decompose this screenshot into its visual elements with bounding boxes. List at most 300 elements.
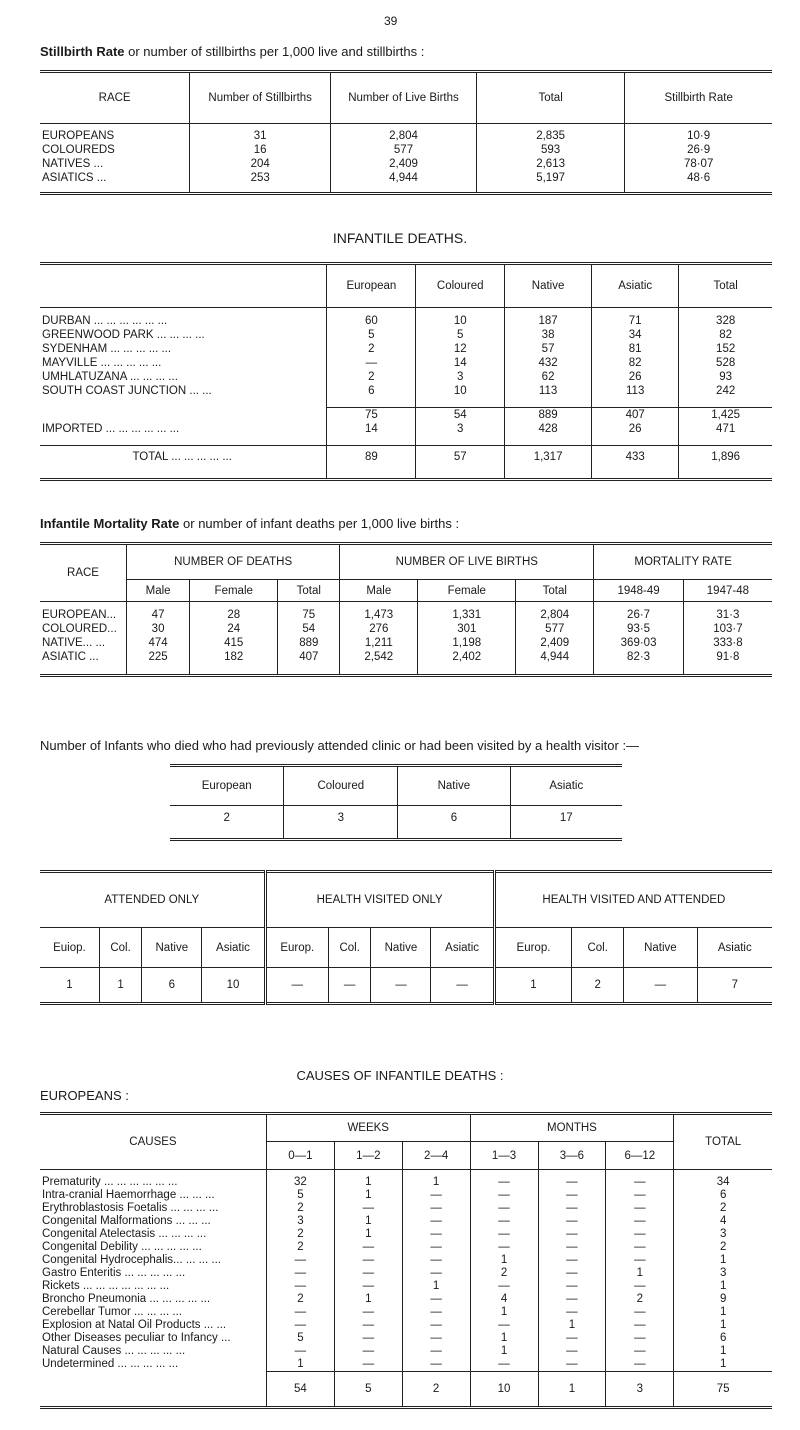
table-cell: 1 — [674, 1306, 772, 1319]
table-cell: — — [606, 1358, 674, 1372]
imported-row — [40, 422, 772, 436]
col-header: Asiatic — [510, 766, 622, 806]
table-row — [40, 1228, 772, 1241]
col-header: 1—3 — [470, 1142, 538, 1170]
months-header: MONTHS — [470, 1114, 674, 1142]
table-cell: 4,944 — [331, 170, 477, 184]
blank-header — [40, 264, 327, 308]
table-cell: 62 — [505, 370, 592, 384]
col-header: 6—12 — [606, 1142, 674, 1170]
table-cell: — — [538, 1280, 606, 1293]
table-cell: 187 — [505, 314, 592, 328]
table-cell: 415 — [190, 636, 278, 650]
col-header: Female — [418, 580, 516, 602]
table-cell: Explosion at Natal Oil Products ... ... — [42, 1318, 227, 1331]
table-cell — [679, 468, 772, 480]
table-cell: 432 — [505, 356, 592, 370]
table-cell: — — [328, 968, 370, 1004]
table-cell: 1 — [334, 1176, 402, 1189]
table-cell: 577 — [516, 622, 594, 636]
group-header: MORTALITY RATE — [594, 544, 772, 580]
infantile-deaths-table — [40, 262, 772, 481]
table-cell: 10 — [416, 384, 505, 398]
table-cell: 14 — [416, 356, 505, 370]
table-cell: 89 — [327, 446, 416, 468]
table-cell: 71 — [592, 314, 679, 328]
table-cell — [40, 1371, 266, 1407]
causes-group-label: EUROPEANS : — [40, 1088, 129, 1103]
table-cell — [40, 398, 327, 408]
table-row — [40, 170, 772, 184]
table-cell: — — [402, 1241, 470, 1254]
group-header: HEALTH VISITED AND ATTENDED — [542, 893, 726, 906]
table-cell: 31 — [190, 124, 331, 142]
table-cell: 225 — [127, 650, 190, 664]
table-cell: — — [470, 1176, 538, 1189]
table-cell: 26·9 — [625, 142, 772, 156]
table-cell: — — [266, 1267, 334, 1280]
table-cell: — — [538, 1215, 606, 1228]
table-cell — [327, 436, 416, 446]
table-cell: TOTAL ... ... ... ... ... — [40, 446, 327, 468]
col-header: Asiatic — [202, 928, 265, 968]
table-cell: 1 — [99, 968, 141, 1004]
table-row — [40, 1293, 772, 1306]
table-cell: 113 — [505, 384, 592, 398]
table-cell: — — [470, 1280, 538, 1293]
table-row — [40, 356, 772, 370]
table-cell: 242 — [679, 384, 772, 398]
table-cell: 6 — [674, 1332, 772, 1345]
table-cell: 889 — [278, 636, 340, 650]
table-cell: — — [538, 1293, 606, 1306]
table-cell: 1,425 — [679, 408, 772, 422]
table-cell — [40, 468, 327, 480]
table-cell: 2 — [266, 1202, 334, 1215]
table-cell: 474 — [127, 636, 190, 650]
table-cell: — — [470, 1241, 538, 1254]
col-header: Female — [190, 580, 278, 602]
table-cell: 7 — [697, 968, 772, 1004]
table-cell: MAYVILLE ... ... ... ... ... — [42, 356, 162, 369]
table-cell: Cerebellar Tumor ... ... ... ... — [42, 1305, 182, 1318]
table-cell: 5 — [416, 328, 505, 342]
table-cell: — — [334, 1332, 402, 1345]
table-cell: 1 — [470, 1345, 538, 1358]
col-header: Native — [398, 766, 510, 806]
table-cell: 2 — [223, 812, 230, 824]
table-cell: 81 — [592, 342, 679, 356]
table-cell: — — [538, 1332, 606, 1345]
table-cell: 2 — [402, 1371, 470, 1407]
table-cell: — — [402, 1189, 470, 1202]
table-cell: 2,804 — [331, 124, 477, 142]
table-cell: 1 — [538, 1371, 606, 1407]
table-cell: — — [538, 1267, 606, 1280]
table-cell: 2 — [470, 1267, 538, 1280]
table-cell: 1 — [674, 1345, 772, 1358]
table-cell: 3 — [284, 806, 398, 840]
table-cell: — — [334, 1319, 402, 1332]
col-header: 0—1 — [266, 1142, 334, 1170]
table-cell: 30 — [127, 622, 190, 636]
clinic-caption: Number of Infants who died who had previously attended clinic or had been visited by a health visitor :— — [40, 738, 640, 753]
causes-table — [40, 1112, 772, 1409]
col-header: 2—4 — [402, 1142, 470, 1170]
table-row — [40, 636, 772, 650]
subtotal-row — [40, 408, 772, 422]
col-header: Total — [516, 580, 594, 602]
table-cell — [278, 664, 340, 676]
table-cell: 3 — [266, 1215, 334, 1228]
table-cell: 12 — [416, 342, 505, 356]
table-cell: 54 — [278, 622, 340, 636]
table-cell: 5,197 — [476, 170, 624, 184]
table-cell — [190, 664, 278, 676]
table-cell: — — [402, 1267, 470, 1280]
stillbirth-caption-bold: Stillbirth Rate — [40, 44, 125, 59]
table-cell — [592, 398, 679, 408]
table-cell: 1 — [66, 979, 73, 991]
table-cell: 1 — [674, 1280, 772, 1293]
table-cell: 5 — [266, 1332, 334, 1345]
col-header: Asiatic — [431, 928, 494, 968]
table-row — [40, 1267, 772, 1280]
table-cell: 4 — [470, 1293, 538, 1306]
col-header: Europ. — [280, 941, 315, 954]
table-cell: 253 — [190, 170, 331, 184]
stillbirth-caption — [40, 44, 424, 59]
table-cell: SOUTH COAST JUNCTION ... ... — [42, 384, 212, 397]
table-cell: 6 — [327, 384, 416, 398]
table-cell — [416, 436, 505, 446]
col-header: 1948-49 — [594, 580, 683, 602]
table-cell: 93 — [679, 370, 772, 384]
table-cell: 152 — [679, 342, 772, 356]
race-header: RACE — [40, 544, 127, 602]
table-cell: Rickets ... ... ... ... ... ... ... — [42, 1279, 170, 1292]
table-cell — [40, 408, 327, 422]
table-cell: 328 — [679, 314, 772, 328]
table-row-spacer — [40, 468, 772, 480]
table-cell: — — [266, 1254, 334, 1267]
col-header: Euiop. — [53, 941, 86, 954]
table-cell — [505, 398, 592, 408]
table-cell: Congenital Malformations ... ... ... — [42, 1214, 211, 1227]
table-cell: — — [538, 1202, 606, 1215]
table-cell: 528 — [679, 356, 772, 370]
col-header: RACE — [40, 72, 190, 124]
table-cell: — — [266, 1345, 334, 1358]
causes-title: CAUSES OF INFANTILE DEATHS : — [296, 1068, 504, 1083]
col-header: Native — [624, 928, 697, 968]
table-cell — [40, 664, 127, 676]
table-cell — [679, 436, 772, 446]
table-cell: 1 — [538, 1319, 606, 1332]
table-cell: 5 — [266, 1189, 334, 1202]
table-cell: 407 — [278, 650, 340, 664]
table-cell: — — [538, 1358, 606, 1372]
table-cell: 1,317 — [505, 446, 592, 468]
table-cell — [505, 436, 592, 446]
table-cell: 26 — [592, 422, 679, 436]
col-header: Coloured — [284, 766, 398, 806]
table-cell: 1 — [334, 1293, 402, 1306]
table-cell: Other Diseases peculiar to Infancy ... — [42, 1331, 231, 1344]
table-cell: 333·8 — [683, 636, 772, 650]
table-cell: 17 — [510, 806, 622, 840]
table-row-spacer — [40, 398, 772, 408]
table-cell: Prematurity ... ... ... ... ... ... — [42, 1175, 178, 1188]
table-cell: 2 — [266, 1241, 334, 1254]
table-cell: 577 — [331, 142, 477, 156]
table-cell: 113 — [592, 384, 679, 398]
table-cell: — — [606, 1254, 674, 1267]
table-cell: Gastro Enteritis ... ... ... ... ... — [42, 1266, 186, 1279]
table-cell: — — [470, 1215, 538, 1228]
table-cell: EUROPEAN... — [42, 608, 117, 621]
col-header: Europ. — [516, 941, 551, 954]
table-cell: — — [606, 1319, 674, 1332]
table-row — [40, 1202, 772, 1215]
table-row — [40, 142, 772, 156]
table-cell: 3 — [416, 422, 505, 436]
table-cell: — — [334, 1358, 402, 1372]
table-cell: 93·5 — [594, 622, 683, 636]
table-cell: Congenital Debility ... ... ... ... ... — [42, 1240, 202, 1253]
table-cell: 1 — [402, 1280, 470, 1293]
table-cell: — — [538, 1306, 606, 1319]
table-cell: 1 — [334, 1215, 402, 1228]
table-cell: 91·8 — [683, 650, 772, 664]
table-cell: 54 — [266, 1371, 334, 1407]
table-cell: — — [334, 1202, 402, 1215]
table-cell: Broncho Pneumonia ... ... ... ... ... — [42, 1292, 211, 1305]
table-row — [40, 328, 772, 342]
col-header: Stillbirth Rate — [625, 72, 772, 124]
table-cell: 2 — [266, 1228, 334, 1241]
table-cell: 10·9 — [625, 124, 772, 142]
page-number: 39 — [384, 14, 398, 28]
col-header: Native — [505, 264, 592, 308]
table-cell: 2 — [327, 370, 416, 384]
table-cell: 1 — [530, 979, 537, 991]
table-cell: 2,542 — [340, 650, 418, 664]
table-cell: — — [402, 1319, 470, 1332]
table-cell: 6 — [142, 968, 202, 1004]
table-row — [40, 608, 772, 622]
table-row — [40, 314, 772, 328]
col-header: Number of Stillbirths — [190, 72, 331, 124]
table-cell: Natural Causes ... ... ... ... ... — [42, 1344, 186, 1357]
table-cell: — — [291, 979, 304, 991]
table-cell: — — [334, 1254, 402, 1267]
table-cell: COLOUREDS — [42, 143, 115, 156]
weeks-header: WEEKS — [266, 1114, 470, 1142]
stillbirth-table — [40, 70, 772, 195]
group-header: HEALTH VISITED ONLY — [265, 872, 494, 928]
table-cell: 1 — [674, 1254, 772, 1267]
table-cell: 1 — [674, 1358, 772, 1372]
table-cell: 1 — [674, 1319, 772, 1332]
table-cell: 4,944 — [516, 650, 594, 664]
table-cell: 75 — [674, 1371, 772, 1407]
table-cell: 32 — [266, 1176, 334, 1189]
table-cell: 6 — [398, 806, 510, 840]
table-cell: — — [402, 1228, 470, 1241]
table-cell: 2 — [674, 1202, 772, 1215]
table-cell — [418, 664, 516, 676]
table-cell: 103·7 — [683, 622, 772, 636]
table-cell: — — [402, 1215, 470, 1228]
table-cell: Congenital Hydrocephalis... ... ... ... — [42, 1253, 221, 1266]
table-cell: 2 — [266, 1293, 334, 1306]
table-row — [40, 370, 772, 384]
table-cell: 38 — [505, 328, 592, 342]
table-cell: — — [334, 1345, 402, 1358]
col-header: Col. — [99, 928, 141, 968]
table-cell: 26 — [592, 370, 679, 384]
table-cell: — — [606, 1189, 674, 1202]
table-cell: — — [606, 1176, 674, 1189]
col-header: 1947-48 — [683, 580, 772, 602]
table-cell: 2 — [572, 968, 624, 1004]
mortality-caption — [40, 516, 459, 531]
table-cell: — — [402, 1306, 470, 1319]
table-cell: 31·3 — [683, 608, 772, 622]
table-cell: 1 — [606, 1267, 674, 1280]
table-cell: 57 — [416, 446, 505, 468]
table-cell: — — [606, 1215, 674, 1228]
table-cell: — — [470, 1319, 538, 1332]
table-cell: DURBAN ... ... ... ... ... ... — [42, 314, 168, 327]
table-cell: 82 — [592, 356, 679, 370]
table-cell: 433 — [592, 446, 679, 468]
table-cell: — — [266, 1280, 334, 1293]
table-cell: 14 — [327, 422, 416, 436]
table-cell: 1,198 — [418, 636, 516, 650]
col-header: European — [170, 766, 284, 806]
table-cell: 82 — [679, 328, 772, 342]
table-cell — [683, 664, 772, 676]
table-row — [40, 342, 772, 356]
table-cell: — — [624, 968, 697, 1004]
table-cell: 2,409 — [331, 156, 477, 170]
table-cell: 1,473 — [340, 608, 418, 622]
table-cell: GREENWOOD PARK ... ... ... ... — [42, 328, 205, 341]
table-cell: 2,402 — [418, 650, 516, 664]
table-cell: 24 — [190, 622, 278, 636]
table-cell — [592, 436, 679, 446]
table-cell — [327, 398, 416, 408]
table-cell: — — [431, 968, 494, 1004]
table-cell: — — [266, 1306, 334, 1319]
table-row — [40, 1345, 772, 1358]
table-cell: — — [334, 1306, 402, 1319]
table-row — [40, 1306, 772, 1319]
table-cell: 75 — [327, 408, 416, 422]
table-cell — [190, 184, 331, 194]
table-cell: 57 — [505, 342, 592, 356]
col-header: Total — [679, 264, 772, 308]
table-cell: 10 — [416, 314, 505, 328]
table-cell: — — [402, 1254, 470, 1267]
col-header: Col. — [328, 928, 370, 968]
table-cell: — — [470, 1358, 538, 1372]
table-cell: 6 — [674, 1189, 772, 1202]
table-cell: — — [538, 1241, 606, 1254]
table-row — [40, 1358, 772, 1372]
table-cell: — — [334, 1241, 402, 1254]
table-cell — [625, 184, 772, 194]
table-cell — [331, 184, 477, 194]
table-cell — [679, 398, 772, 408]
total-row — [40, 446, 772, 468]
table-cell: ASIATIC ... — [42, 650, 99, 663]
table-cell: 889 — [505, 408, 592, 422]
table-cell: 1 — [402, 1176, 470, 1189]
table-row — [40, 1241, 772, 1254]
table-cell: — — [538, 1228, 606, 1241]
table-cell: 4 — [674, 1215, 772, 1228]
table-cell: 5 — [327, 328, 416, 342]
table-cell: 428 — [505, 422, 592, 436]
table-cell: — — [470, 1202, 538, 1215]
table-row-spacer — [40, 184, 772, 194]
clinic-table — [170, 764, 622, 841]
table-cell: — — [606, 1241, 674, 1254]
table-cell: 1 — [470, 1332, 538, 1345]
table-row — [40, 156, 772, 170]
table-cell: — — [606, 1306, 674, 1319]
table-cell: 2 — [606, 1293, 674, 1306]
table-cell: — — [606, 1228, 674, 1241]
table-cell: — — [402, 1202, 470, 1215]
table-row — [40, 1215, 772, 1228]
table-cell: — — [327, 356, 416, 370]
table-cell — [476, 184, 624, 194]
table-cell: — — [470, 1228, 538, 1241]
table-cell: 2,409 — [516, 636, 594, 650]
table-cell: 407 — [592, 408, 679, 422]
table-cell: 78·07 — [625, 156, 772, 170]
table-cell: 82·3 — [594, 650, 683, 664]
table-cell — [327, 468, 416, 480]
table-row-spacer — [40, 436, 772, 446]
table-cell: — — [606, 1345, 674, 1358]
table-cell: — — [470, 1189, 538, 1202]
table-cell: — — [538, 1345, 606, 1358]
col-header: Male — [127, 580, 190, 602]
total-header: TOTAL — [674, 1114, 772, 1170]
table-cell: 1,896 — [679, 446, 772, 468]
table-cell: 54 — [416, 408, 505, 422]
table-cell: COLOURED... — [42, 622, 117, 635]
col-header: Native — [142, 928, 202, 968]
table-cell — [416, 468, 505, 480]
table-cell: — — [402, 1293, 470, 1306]
table-cell: 3 — [674, 1267, 772, 1280]
table-cell: 5 — [334, 1371, 402, 1407]
table-cell — [416, 398, 505, 408]
table-cell: 1 — [334, 1228, 402, 1241]
table-cell: 3 — [606, 1371, 674, 1407]
col-header: 3—6 — [538, 1142, 606, 1170]
table-cell: 75 — [278, 608, 340, 622]
table-cell: 34 — [592, 328, 679, 342]
table-cell: 48·6 — [625, 170, 772, 184]
table-cell: NATIVE... ... — [42, 636, 106, 649]
